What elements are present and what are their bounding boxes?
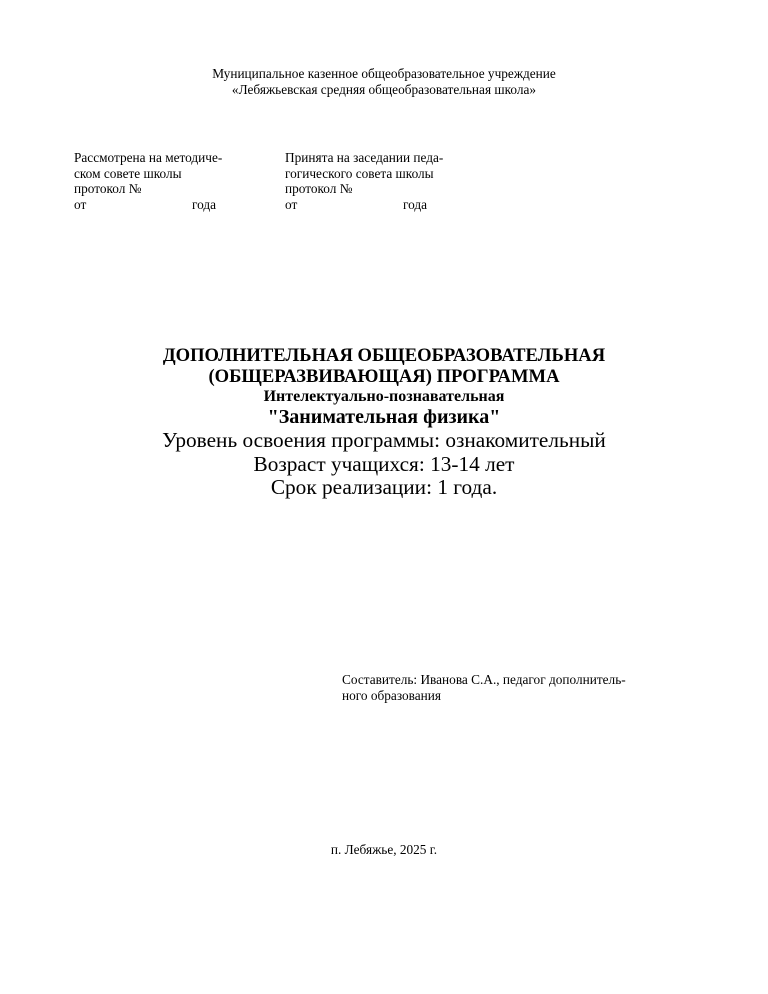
institution-name: «Лебяжьевская средняя общеобразовательная школа» bbox=[231, 82, 537, 97]
approval-left-date-year: года bbox=[192, 196, 217, 212]
approval-right-line1: Принята на заседании педа- bbox=[285, 150, 444, 165]
methodical-council-approval bbox=[74, 150, 254, 212]
program-name: "Занимательная физика" bbox=[267, 406, 501, 428]
place-and-year: п. Лебяжье, 2025 г. bbox=[330, 842, 438, 857]
program-author bbox=[342, 672, 712, 704]
approval-right-date-from: от bbox=[285, 196, 298, 212]
author-line2: ного образования bbox=[342, 688, 441, 703]
approval-left-line2: ском совете школы bbox=[74, 165, 182, 181]
approval-left-date-from: от bbox=[74, 196, 87, 212]
program-duration: Срок реализации: 1 года. bbox=[270, 475, 498, 499]
author-line1: Составитель: Иванова С.А., педагог дополнитель- bbox=[342, 672, 626, 687]
program-title-line1: ДОПОЛНИТЕЛЬНАЯ ОБЩЕОБРАЗОВАТЕЛЬНАЯ bbox=[162, 345, 606, 366]
approval-left-line1: Рассмотрена на методиче- bbox=[74, 150, 223, 165]
approval-right-date bbox=[285, 197, 485, 213]
student-age: Возраст учащихся: 13-14 лет bbox=[253, 451, 515, 476]
approval-right-date-year: года bbox=[403, 196, 428, 212]
institution-header bbox=[0, 66, 768, 98]
approval-left-protocol: протокол № bbox=[74, 181, 142, 197]
approval-right-protocol: протокол № bbox=[285, 181, 353, 197]
program-level: Уровень освоения программы: ознакомительный bbox=[162, 428, 606, 452]
institution-type: Муниципальное казенное общеобразовательное учреждение bbox=[212, 66, 556, 81]
program-title-block bbox=[0, 345, 768, 500]
pedagogical-council-approval bbox=[285, 150, 485, 212]
approval-left-date bbox=[74, 197, 254, 213]
program-title-line2: (ОБЩЕРАЗВИВАЮЩАЯ) ПРОГРАММА bbox=[208, 366, 560, 387]
approval-right-line2: гогического совета школы bbox=[285, 165, 434, 181]
program-direction: Интелектуально-познавательная bbox=[263, 388, 505, 405]
